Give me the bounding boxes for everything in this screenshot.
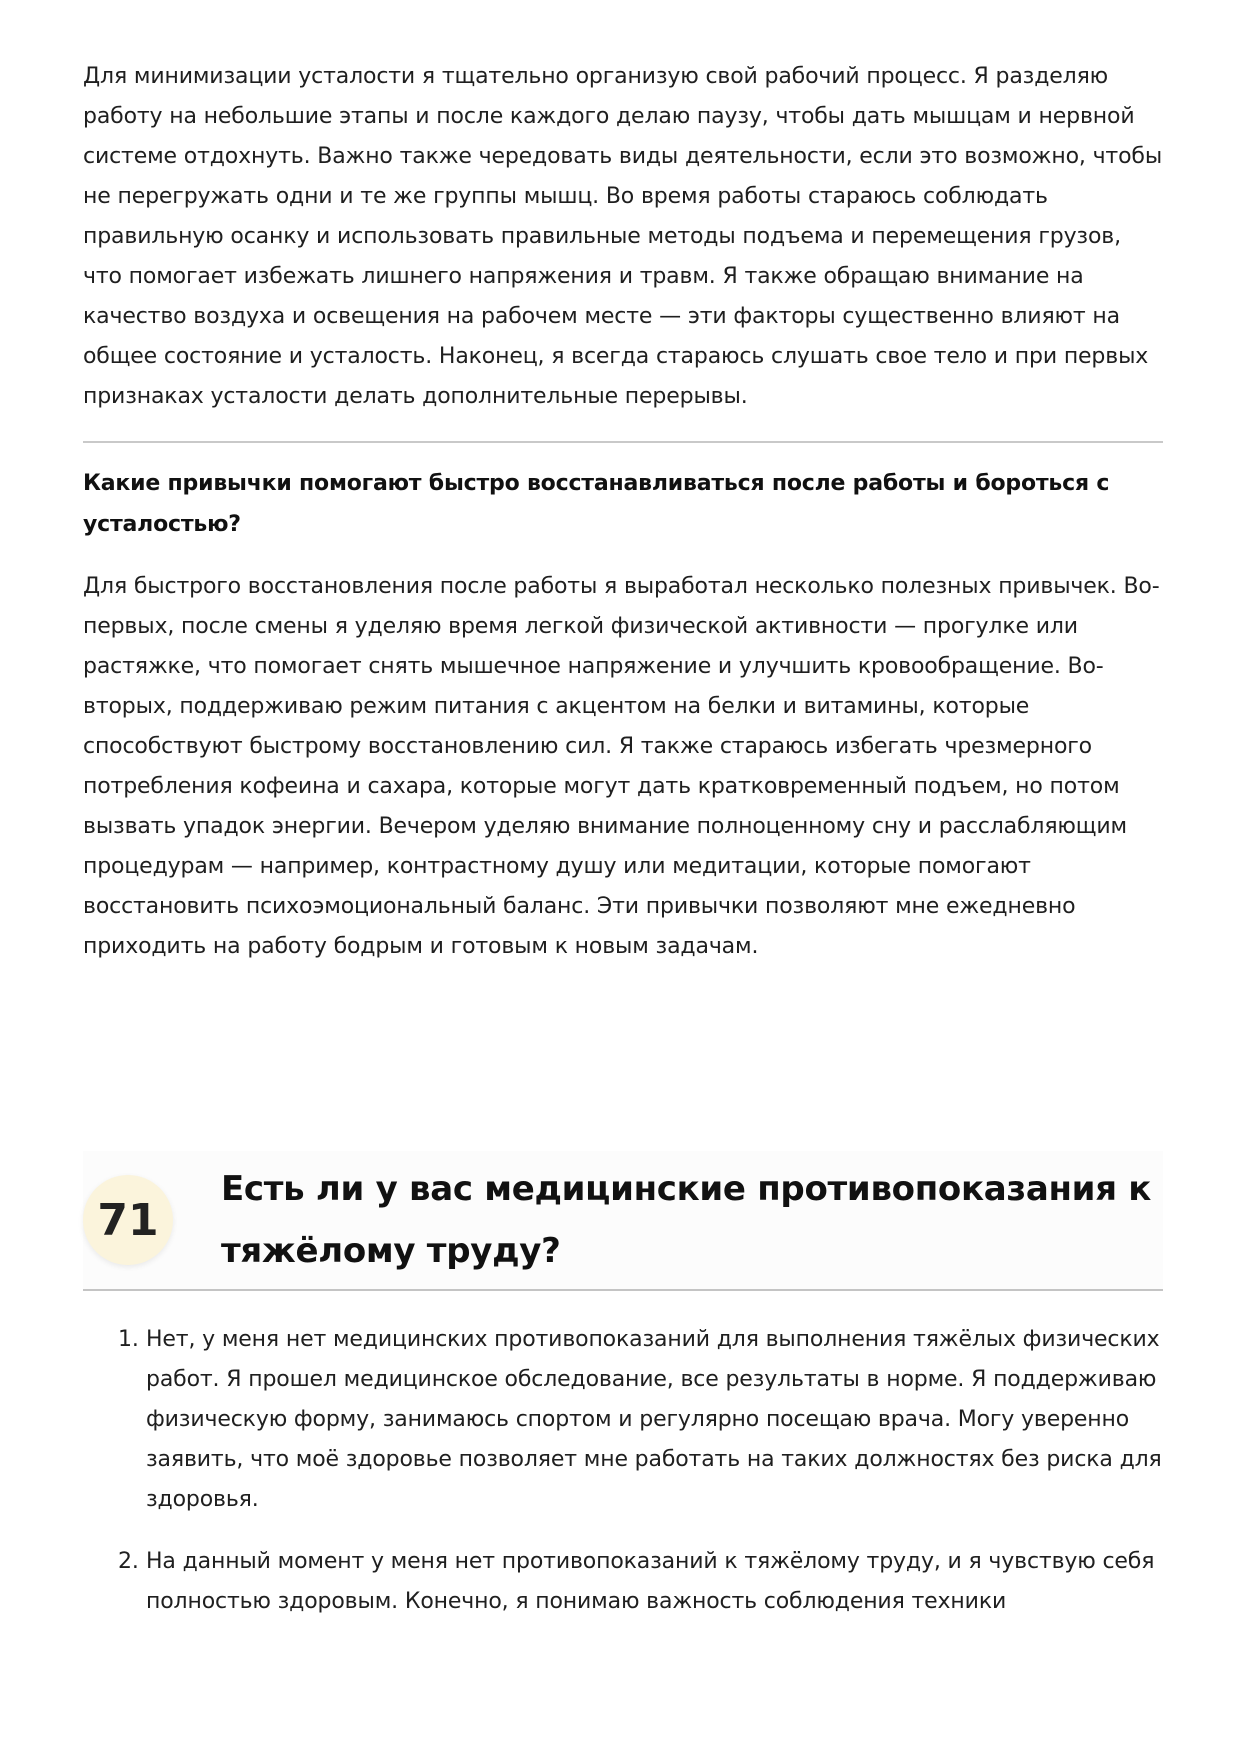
divider bbox=[83, 441, 1163, 443]
list-item-number: 1. bbox=[118, 1327, 139, 1352]
list-item-text: На данный момент у меня нет противопоказаний к тяжёлому труду, и я чувствую себя полностью здоровым. Конечно, я понимаю важность соблюдения техники bbox=[146, 1549, 1155, 1614]
list-item bbox=[83, 1320, 1163, 1520]
list-item-text: Нет, у меня нет медицинских противопоказаний для выполнения тяжёлых физических работ. Я прошел медицинское обследование, все результаты в норме. Я поддерживаю физическую форму, занимаюсь спортом и регулярно посещаю врача. Могу уверенно заявить, что моё здоровье позволяет мне работать на таких должностях без риска для здоровья. bbox=[146, 1327, 1162, 1512]
answer-paragraph: Для быстрого восстановления после работы я выработал несколько полезных привычек. Во-первых, после смены я уделяю время легкой физической активности — прогулке или растяжке, что помогает снять мышечное напряжение и улучшить кровообращение. Во-вторых, поддерживаю режим питания с акцентом на белки и витамины, которые способствуют быстрому восстановлению сил. Я также стараюсь избегать чрезмерного потребления кофеина и сахара, которые могут дать кратковременный подъем, но потом вызвать упадок энергии. Вечером уделяю внимание полноценному сну и расслабляющим процедурам — например, контрастному душу или медитации, которые помогают восстановить психоэмоциональный баланс. Эти привычки позволяют мне ежедневно приходить на работу бодрым и готовым к новым задачам. bbox=[83, 574, 1160, 959]
document-body bbox=[83, 57, 1163, 967]
question-heading: Какие привычки помогают быстро восстанавливаться после работы и бороться с усталостью? bbox=[83, 471, 1110, 537]
list-item bbox=[83, 1542, 1163, 1622]
section-header bbox=[83, 1151, 1163, 1291]
list-item-number: 2. bbox=[118, 1549, 139, 1574]
answer-list bbox=[83, 1320, 1163, 1644]
intro-paragraph: Для минимизации усталости я тщательно организую свой рабочий процесс. Я разделяю работу на небольшие этапы и после каждого делаю паузу, чтобы дать мышцам и нервной системе отдохнуть. Важно также чередовать виды деятельности, если это возможно, чтобы не перегружать одни и те же группы мышц. Во время работы стараюсь соблюдать правильную осанку и использовать правильные методы подъема и перемещения грузов, что помогает избежать лишнего напряжения и травм. Я также обращаю внимание на качество воздуха и освещения на рабочем месте — эти факторы существенно влияют на общее состояние и усталость. Наконец, я всегда стараюсь слушать свое тело и при первых признаках усталости делать дополнительные перерывы. bbox=[83, 64, 1163, 409]
question-number-badge: 71 bbox=[83, 1175, 173, 1265]
section-title: Есть ли у вас медицинские противопоказания к тяжёлому труду? bbox=[221, 1169, 1152, 1271]
